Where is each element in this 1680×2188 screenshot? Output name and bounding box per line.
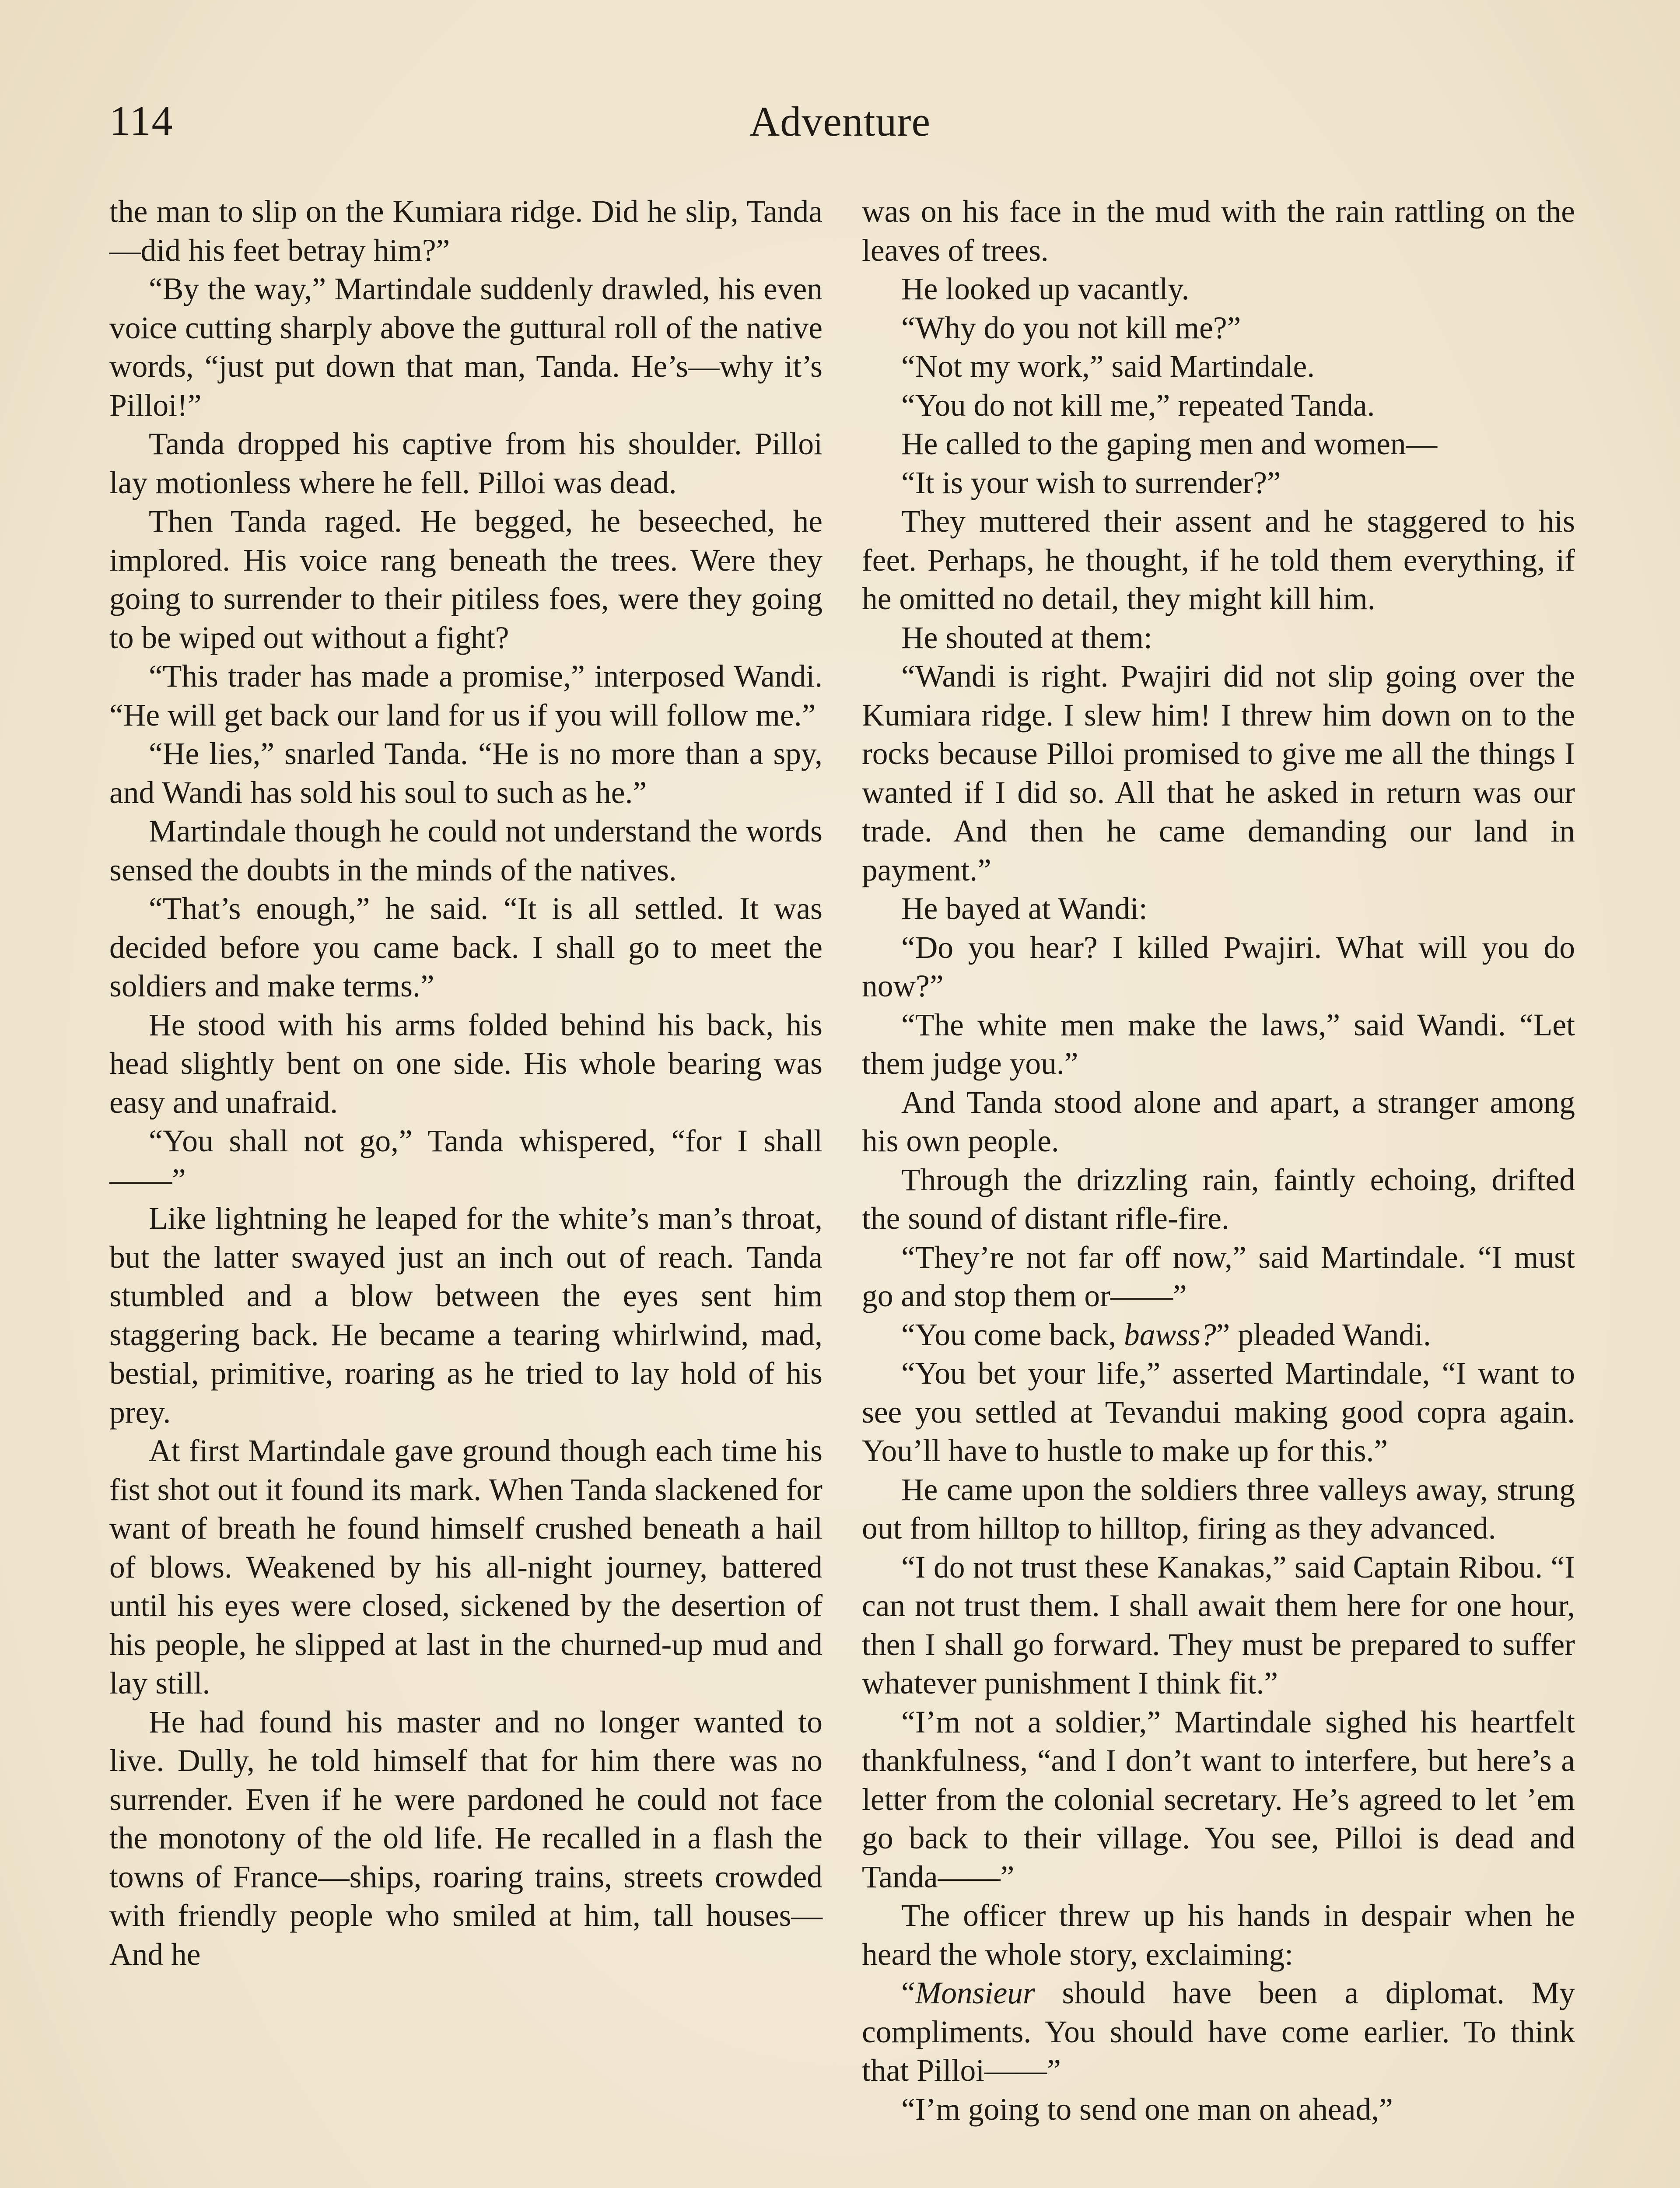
paragraph: And Tanda stood alone and apart, a stranger among his own people.: [862, 1085, 1575, 1158]
right-text-column: [862, 193, 1575, 2129]
paragraph: “Do you hear? I killed Pwajiri. What will you do now?”: [862, 930, 1575, 1003]
page-number: 114: [109, 97, 174, 144]
paragraph: Through the drizzling rain, faintly echoing, drifted the sound of distant rifle-fire.: [862, 1162, 1575, 1236]
paragraph: Like lightning he leaped for the white’s man’s throat, but the latter swayed just an inch out of reach. Tanda stumbled and a blow between the eyes sent him staggering back. He became a tearing whirlwind, mad, bestial, primitive, roaring as he tried to lay hold of his prey.: [109, 1201, 822, 1430]
italic-word: Monsieur: [915, 1976, 1035, 2010]
paragraph: He stood with his arms folded behind his back, his head slightly bent on one side. His whole bearing was easy and unafraid.: [109, 1007, 822, 1120]
paragraph: “He lies,” snarled Tanda. “He is no more than a spy, and Wandi has sold his soul to such as he.”: [109, 736, 822, 810]
paragraph: He called to the gaping men and women—: [901, 427, 1438, 461]
paragraph: Tanda dropped his captive from his shoulder. Pilloi lay motionless where he fell. Pilloi was dead.: [109, 427, 822, 500]
left-text-column: [109, 193, 822, 1974]
paragraph: “Not my work,” said Martindale.: [901, 349, 1315, 384]
paragraph: “You come back, bawss?” pleaded Wandi.: [901, 1317, 1431, 1352]
paragraph: “I’m not a soldier,” Martindale sighed his heartfelt thankfulness, “and I don’t want to interfere, but here’s a letter from the colonial secretary. He’s agreed to let ’em go back to their village. You see, Pilloi is dead and Tanda——”: [862, 1704, 1575, 1894]
paragraph: “They’re not far off now,” said Martindale. “I must go and stop them or——”: [862, 1240, 1575, 1313]
paragraph: He looked up vacantly.: [901, 272, 1190, 306]
paragraph: The officer threw up his hands in despair when he heard the whole story, exclaiming:: [862, 1898, 1575, 1972]
paragraph: “This trader has made a promise,” interposed Wandi. “He will get back our land for us if you will follow me.”: [109, 659, 822, 733]
paragraph: He shouted at them:: [901, 620, 1152, 655]
paragraph: “Monsieur should have been a diplomat. My compliments. You should have come earlier. To think that Pilloi——”: [862, 1976, 1575, 2088]
paragraph: He bayed at Wandi:: [901, 891, 1148, 926]
paragraph: “I’m going to send one man on ahead,”: [901, 2092, 1393, 2127]
paragraph: “Why do you not kill me?”: [901, 310, 1241, 345]
paragraph: Martindale though he could not understand the words sensed the doubts in the minds of the natives.: [109, 814, 822, 887]
paragraph: “By the way,” Martindale suddenly drawled, his even voice cutting sharply above the guttural roll of the native words, “just put down that man, Tanda. He’s—why it’s Pilloi!”: [109, 272, 822, 423]
paragraph: At first Martindale gave ground though each time his fist shot out it found its mark. When Tanda slackened for want of breath he found himself crushed beneath a hail of blows. Weakened by his all-night journey, battered until his eyes were closed, sickened by the desertion of his people, he slipped at last in the churned-up mud and lay still.: [109, 1434, 822, 1701]
running-head-title: Adventure: [749, 98, 931, 145]
paragraph: He came upon the soldiers three valleys away, strung out from hilltop to hilltop, firing as they advanced.: [862, 1472, 1575, 1546]
paragraph: the man to slip on the Kumiara ridge. Did he slip, Tanda—did his feet betray him?”: [109, 194, 822, 268]
paragraph: “You do not kill me,” repeated Tanda.: [901, 388, 1375, 423]
paragraph: “It is your wish to surrender?”: [901, 465, 1281, 500]
paragraph: was on his face in the mud with the rain rattling on the leaves of trees.: [862, 194, 1575, 268]
paragraph: “That’s enough,” he said. “It is all settled. It was decided before you came back. I shall go to meet the soldiers and make terms.”: [109, 891, 822, 1003]
paragraph: “The white men make the laws,” said Wandi. “Let them judge you.”: [862, 1007, 1575, 1081]
italic-word: bawss?: [1124, 1317, 1216, 1352]
paragraph: “You shall not go,” Tanda whispered, “for I shall——”: [109, 1124, 822, 1197]
paragraph: “I do not trust these Kanakas,” said Captain Ribou. “I can not trust them. I shall await them here for one hour, then I shall go forward. They must be prepared to suffer whatever punishment I think fit.”: [862, 1550, 1575, 1701]
paragraph: Then Tanda raged. He begged, he beseeched, he implored. His voice rang beneath the trees. Were they going to surrender to their pitiless foes, were they going to be wiped out without a fight?: [109, 504, 822, 655]
paragraph: They muttered their assent and he staggered to his feet. Perhaps, he thought, if he told them everything, if he omitted no detail, they might kill him.: [862, 504, 1575, 616]
paragraph: “Wandi is right. Pwajiri did not slip going over the Kumiara ridge. I slew him! I threw him down on to the rocks because Pilloi promised to give me all the things I wanted if I did so. All that he asked in return was our trade. And then he came demanding our land in payment.”: [862, 659, 1575, 887]
paragraph: “You bet your life,” asserted Martindale, “I want to see you settled at Tevandui making good copra again. You’ll have to hustle to make up for this.”: [862, 1356, 1575, 1468]
paragraph: He had found his master and no longer wanted to live. Dully, he told himself that for him there was no surrender. Even if he were pardoned he could not face the monotony of the old life. He recalled in a flash the towns of France—ships, roaring trains, streets crowded with friendly people who smiled at him, tall houses— And he: [109, 1704, 822, 1972]
